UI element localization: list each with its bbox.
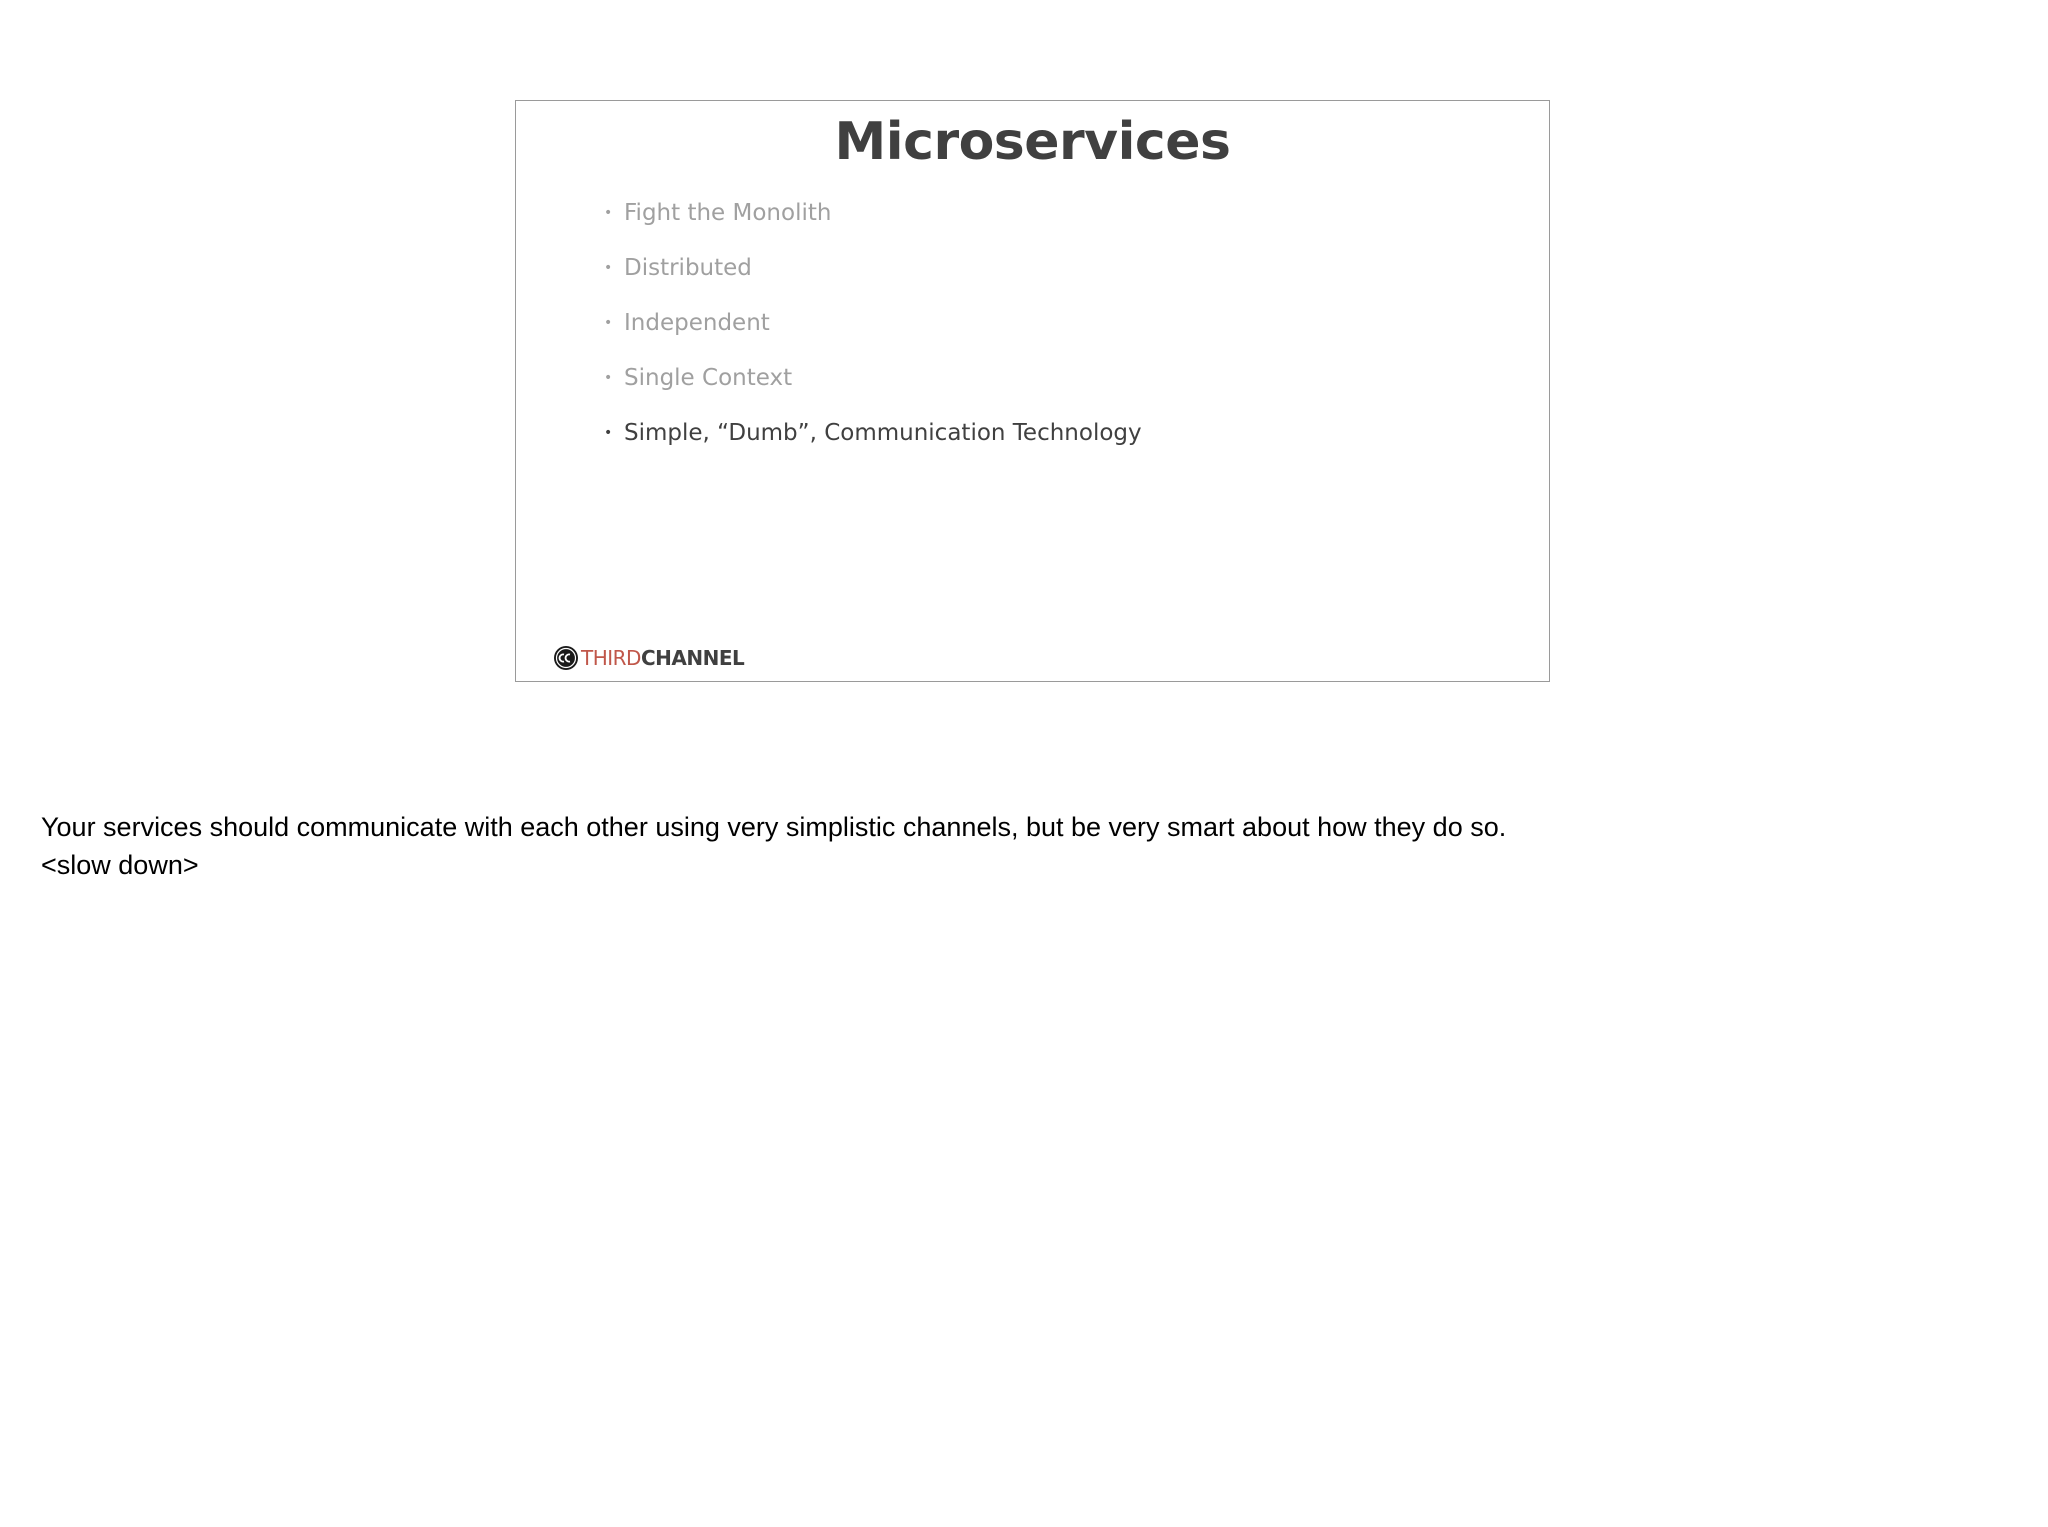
bullet-list [604,185,1142,460]
bullet-dot-icon: • [604,314,613,331]
company-logo [553,641,744,675]
logo-text-channel: CHANNEL [640,646,745,670]
bullet-dot-icon: • [604,424,613,441]
bullet-item [604,350,1142,405]
bullet-item-active [604,405,1142,460]
notes-line: <slow down> [41,850,199,880]
bullet-item [604,185,1142,240]
thirdchannel-logo-icon [553,645,579,671]
slide-preview [515,100,1550,682]
slide-title: Microservices [834,112,1231,172]
bullet-text: Fight the Monolith [624,199,832,226]
bullet-dot-icon: • [604,259,613,276]
bullet-text: Distributed [624,254,752,281]
notes-line: Your services should communicate with each other using very simplistic channels, but be very smart about how they do so. [41,812,1507,842]
bullet-text: Single Context [624,364,793,391]
logo-text-third: THIRD [581,646,641,670]
bullet-dot-icon: • [604,204,613,221]
bullet-text: Independent [624,309,770,336]
bullet-item [604,240,1142,295]
presenter-notes [41,808,1506,884]
bullet-item [604,295,1142,350]
bullet-text: Simple, “Dumb”, Communication Technology [624,419,1142,446]
bullet-dot-icon: • [604,369,613,386]
